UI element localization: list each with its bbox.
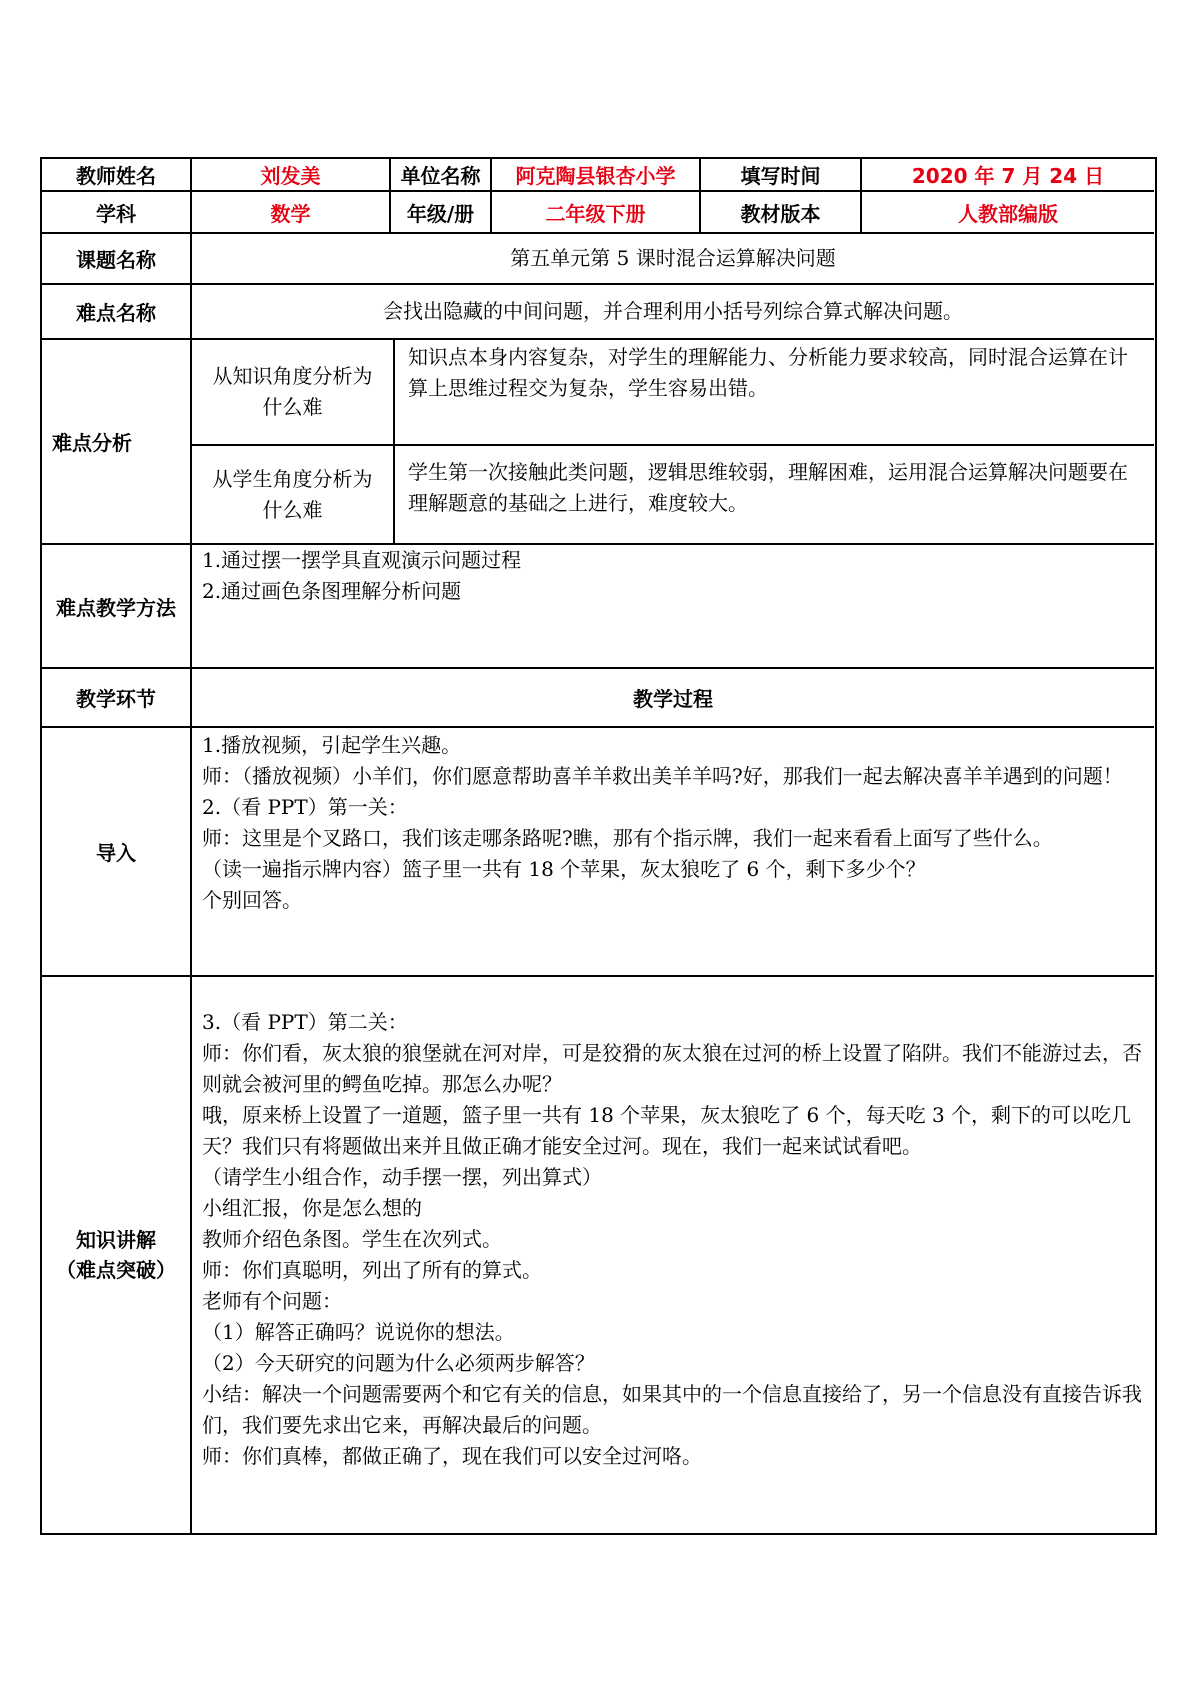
intro-stage-label: 导入: [96, 841, 136, 865]
knowledge-analysis-text: 知识点本身内容复杂，对学生的理解能力、分析能力要求较高，同时混合运算在计算上思维过程交为复杂，学生容易出错。: [408, 345, 1128, 400]
fill-date-value: 2020 年 7 月 24 日: [911, 164, 1105, 188]
analysis-label: 难点分析: [52, 431, 132, 455]
row-divider: [42, 975, 1154, 977]
textbook-edition-value: 人教部编版: [958, 201, 1058, 226]
explain-label-line1: 知识讲解: [76, 1228, 156, 1252]
knowledge-analysis-label: 从知识角度分析为什么难: [212, 364, 373, 419]
explain-process-text: [192, 1007, 1154, 1527]
unit-name-label: 单位名称: [400, 164, 481, 188]
explain-paragraph: （1）解答正确吗？说说你的想法。: [202, 1320, 515, 1344]
teaching-method-label: 难点教学方法: [56, 595, 176, 620]
explain-paragraph: （2）今天研究的问题为什么必须两步解答？: [202, 1351, 595, 1375]
fill-date-label: 填写时间: [740, 164, 821, 188]
intro-paragraph: （读一遍指示牌内容）篮子里一共有 18 个苹果，灰太狼吃了 6 个，剩下多少个？: [202, 857, 926, 881]
subject-label: 学科: [96, 201, 136, 226]
student-analysis-text: 学生第一次接触此类问题，逻辑思维较弱，理解困难，运用混合运算解决问题要在理解题意的基础之上进行，难度较大。: [408, 460, 1128, 515]
topic-value: 第五单元第 5 课时混合运算解决问题: [510, 246, 836, 270]
difficulty-label: 难点名称: [76, 301, 156, 325]
method-item: 2.通过画色条图理解分析问题: [202, 579, 462, 603]
student-analysis-label: 从学生角度分析为什么难: [212, 466, 373, 522]
intro-paragraph: 1.播放视频，引起学生兴趣。: [202, 733, 462, 757]
explain-paragraph: 小组汇报，你是怎么想的: [202, 1196, 422, 1220]
method-item: 1.通过摆一摆学具直观演示问题过程: [202, 548, 522, 572]
explain-paragraph: 3.（看 PPT）第二关：: [202, 1010, 408, 1034]
topic-label: 课题名称: [76, 248, 156, 272]
explain-paragraph: 师：你们看，灰太狼的狼堡就在河对岸，可是狡猾的灰太狼在过河的桥上设置了陷阱。我们不能游过去，否则就会被河里的鳄鱼吃掉。那怎么办呢？: [202, 1041, 1142, 1096]
teaching-method-list: [192, 545, 1154, 667]
grade-value: 二年级下册: [545, 201, 646, 226]
difficulty-value: 会找出隐藏的中间问题，并合理利用小括号列综合算式解决问题。: [383, 299, 963, 323]
lesson-plan-table: [40, 157, 1157, 1535]
teaching-process-header: 教学过程: [633, 687, 713, 711]
intro-paragraph: 2.（看 PPT）第一关：: [202, 795, 408, 819]
explain-paragraph: 小结：解决一个问题需要两个和它有关的信息，如果其中的一个信息直接给了，另一个信息没有直接告诉我们，我们要先求出它来，再解决最后的问题。: [202, 1382, 1142, 1437]
explain-paragraph: 师：你们真棒，都做正确了，现在我们可以安全过河咯。: [202, 1444, 702, 1468]
intro-process-text: [192, 730, 1154, 975]
teacher-name-label: 教师姓名: [76, 164, 156, 188]
explain-stage-label: [42, 977, 190, 1533]
explain-label-line2: （难点突破）: [56, 1258, 176, 1282]
explain-paragraph: 老师有个问题：: [202, 1289, 342, 1313]
textbook-edition-label: 教材版本: [740, 201, 821, 226]
teacher-name-value: 刘发美: [260, 164, 321, 188]
explain-paragraph: （请学生小组合作，动手摆一摆，列出算式）: [202, 1165, 602, 1189]
row-divider: [42, 726, 1154, 728]
explain-paragraph: 师：你们真聪明，列出了所有的算式。: [202, 1258, 542, 1282]
explain-paragraph: 教师介绍色条图。学生在次列式。: [202, 1227, 502, 1251]
grade-label: 年级/册: [406, 201, 475, 226]
intro-paragraph: 个别回答。: [202, 888, 302, 912]
explain-paragraph: 哦，原来桥上设置了一道题，篮子里一共有 18 个苹果，灰太狼吃了 6 个，每天吃 3 个，剩下的可以吃几天？我们只有将题做出来并且做正确才能安全过河。现在，我们一起来试试看吧。: [202, 1103, 1132, 1158]
intro-paragraph: 师：（播放视频）小羊们，你们愿意帮助喜羊羊救出美羊羊吗?好，那我们一起去解决喜羊羊遇到的问题！: [202, 764, 1123, 788]
subject-value: 数学: [270, 201, 311, 226]
teaching-stage-header: 教学环节: [76, 687, 156, 711]
intro-paragraph: 师：这里是个叉路口，我们该走哪条路呢?瞧，那有个指示牌，我们一起来看看上面写了些什么。: [202, 826, 1053, 850]
unit-name-value: 阿克陶县银杏小学: [515, 164, 676, 188]
